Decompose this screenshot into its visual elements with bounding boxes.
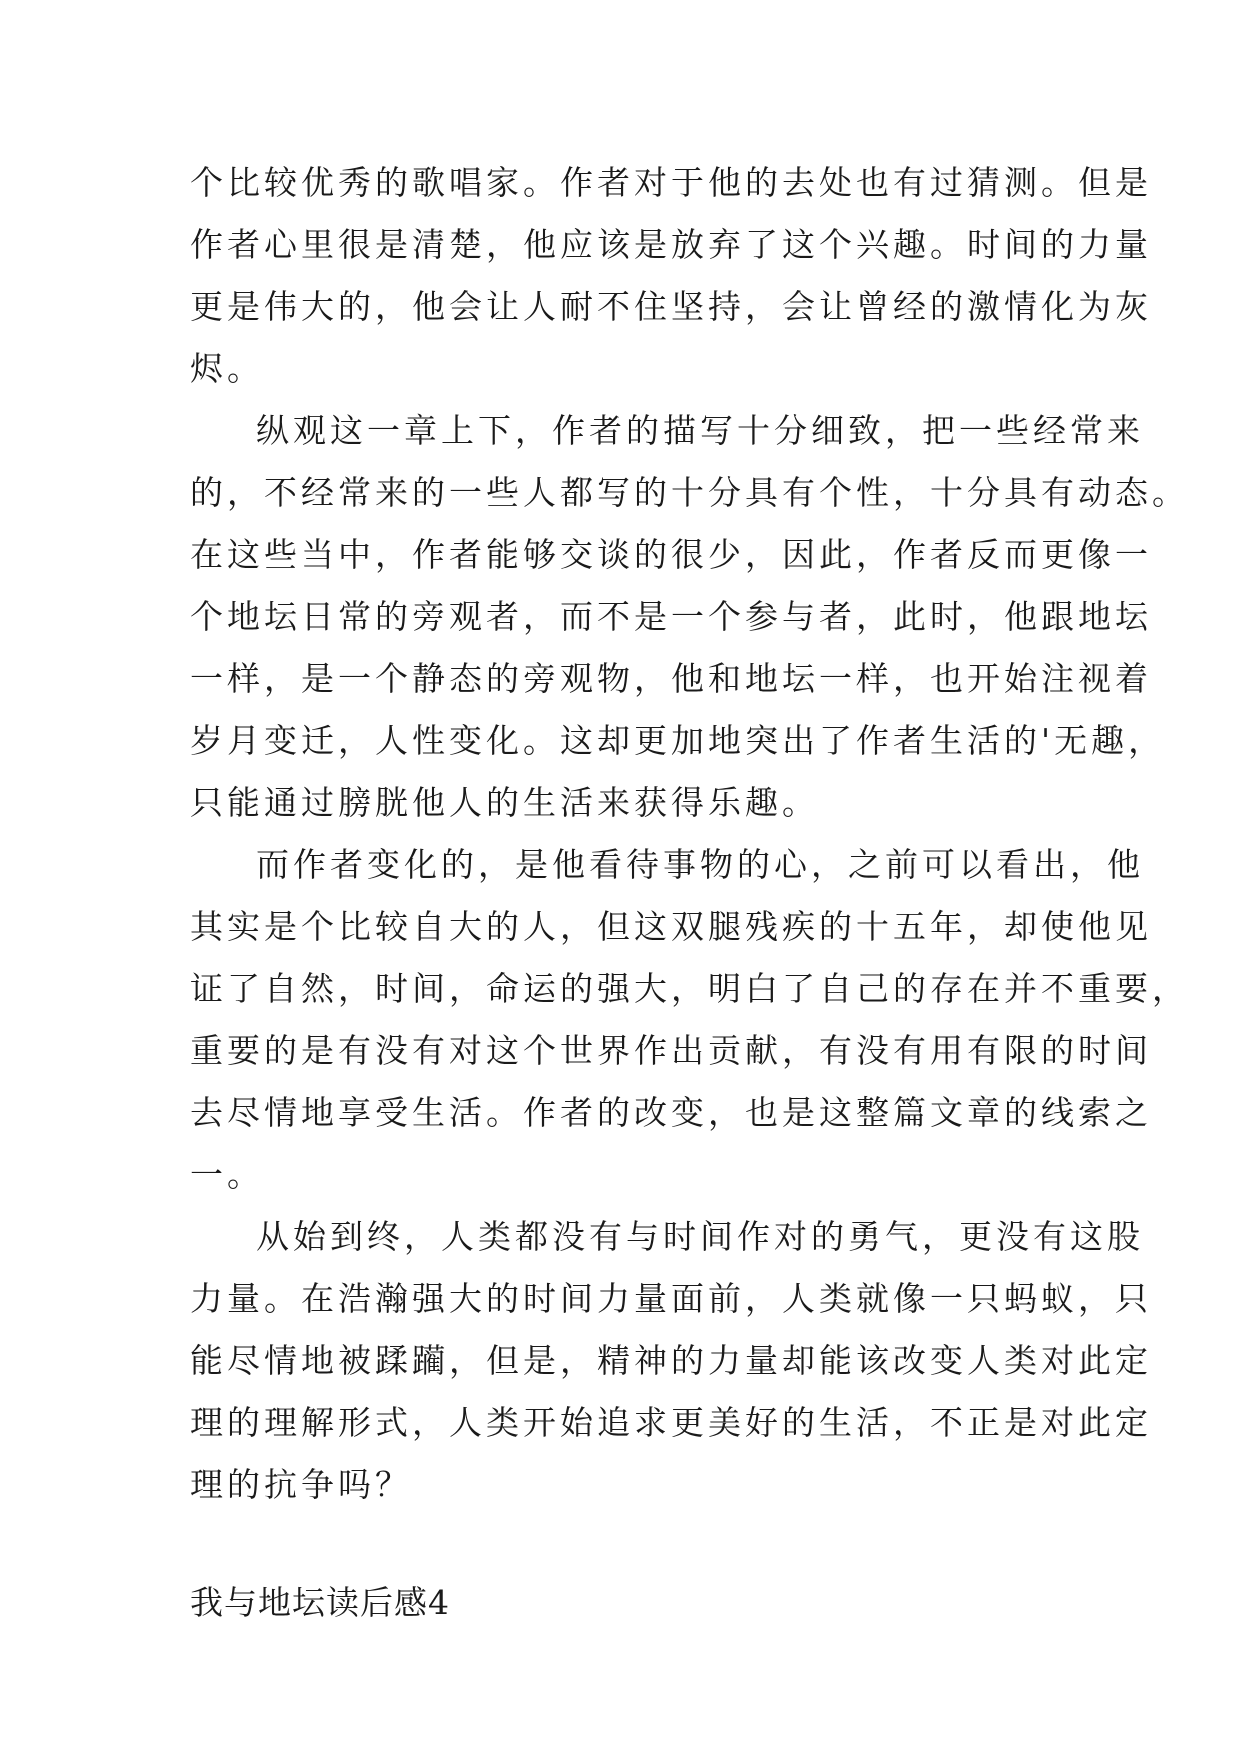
text-line: 去尽情地享受生活。作者的改变，也是这整篇文章的线索之 bbox=[190, 1093, 1152, 1132]
text-line: 只能通过膀胱他人的生活来获得乐趣。 bbox=[190, 783, 819, 822]
text-line: 从始到终，人类都没有与时间作对的勇气，更没有这股 bbox=[256, 1217, 1144, 1256]
text-line: 纵观这一章上下，作者的描写十分细致，把一些经常来 bbox=[256, 411, 1144, 450]
paragraph bbox=[190, 1206, 1152, 1516]
text-line: 力量。在浩瀚强大的时间力量面前，人类就像一只蚂蚁，只 bbox=[190, 1279, 1152, 1318]
text-line: 一样，是一个静态的旁观物，他和地坛一样，也开始注视着 bbox=[190, 659, 1152, 698]
text-line: 的，不经常来的一些人都写的十分具有个性，十分具有动态。 bbox=[190, 473, 1189, 512]
text-line: 烬。 bbox=[190, 349, 264, 388]
document-body bbox=[190, 152, 1189, 1634]
section-spacer bbox=[190, 1516, 1070, 1572]
text-line: 而作者变化的，是他看待事物的心，之前可以看出，他 bbox=[256, 845, 1144, 884]
text-line: 重要的是有没有对这个世界作出贡献，有没有用有限的时间 bbox=[190, 1031, 1152, 1070]
text-line: 更是伟大的，他会让人耐不住坚持，会让曾经的激情化为灰 bbox=[190, 287, 1152, 326]
section-heading: 我与地坛读后感4 bbox=[190, 1583, 450, 1622]
text-line: 理的理解形式，人类开始追求更美好的生活，不正是对此定 bbox=[190, 1403, 1152, 1442]
text-line: 个比较优秀的歌唱家。作者对于他的去处也有过猜测。但是 bbox=[190, 163, 1152, 202]
paragraph bbox=[190, 152, 1152, 400]
text-line: 个地坛日常的旁观者，而不是一个参与者，此时，他跟地坛 bbox=[190, 597, 1152, 636]
paragraph bbox=[190, 834, 1189, 1206]
text-line: 岁月变迁，人性变化。这却更加地突出了作者生活的'无趣， bbox=[190, 721, 1166, 760]
text-line: 其实是个比较自大的人，但这双腿残疾的十五年，却使他见 bbox=[190, 907, 1152, 946]
text-line: 在这些当中，作者能够交谈的很少，因此，作者反而更像一 bbox=[190, 535, 1152, 574]
paragraph bbox=[190, 400, 1189, 834]
text-line: 能尽情地被蹂躏，但是，精神的力量却能该改变人类对此定 bbox=[190, 1341, 1152, 1380]
text-line: 理的抗争吗？ bbox=[190, 1465, 412, 1504]
text-line: 作者心里很是清楚，他应该是放弃了这个兴趣。时间的力量 bbox=[190, 225, 1152, 264]
text-line: 一。 bbox=[190, 1155, 264, 1194]
text-line: 证了自然，时间，命运的强大，明白了自己的存在并不重要， bbox=[190, 969, 1189, 1008]
